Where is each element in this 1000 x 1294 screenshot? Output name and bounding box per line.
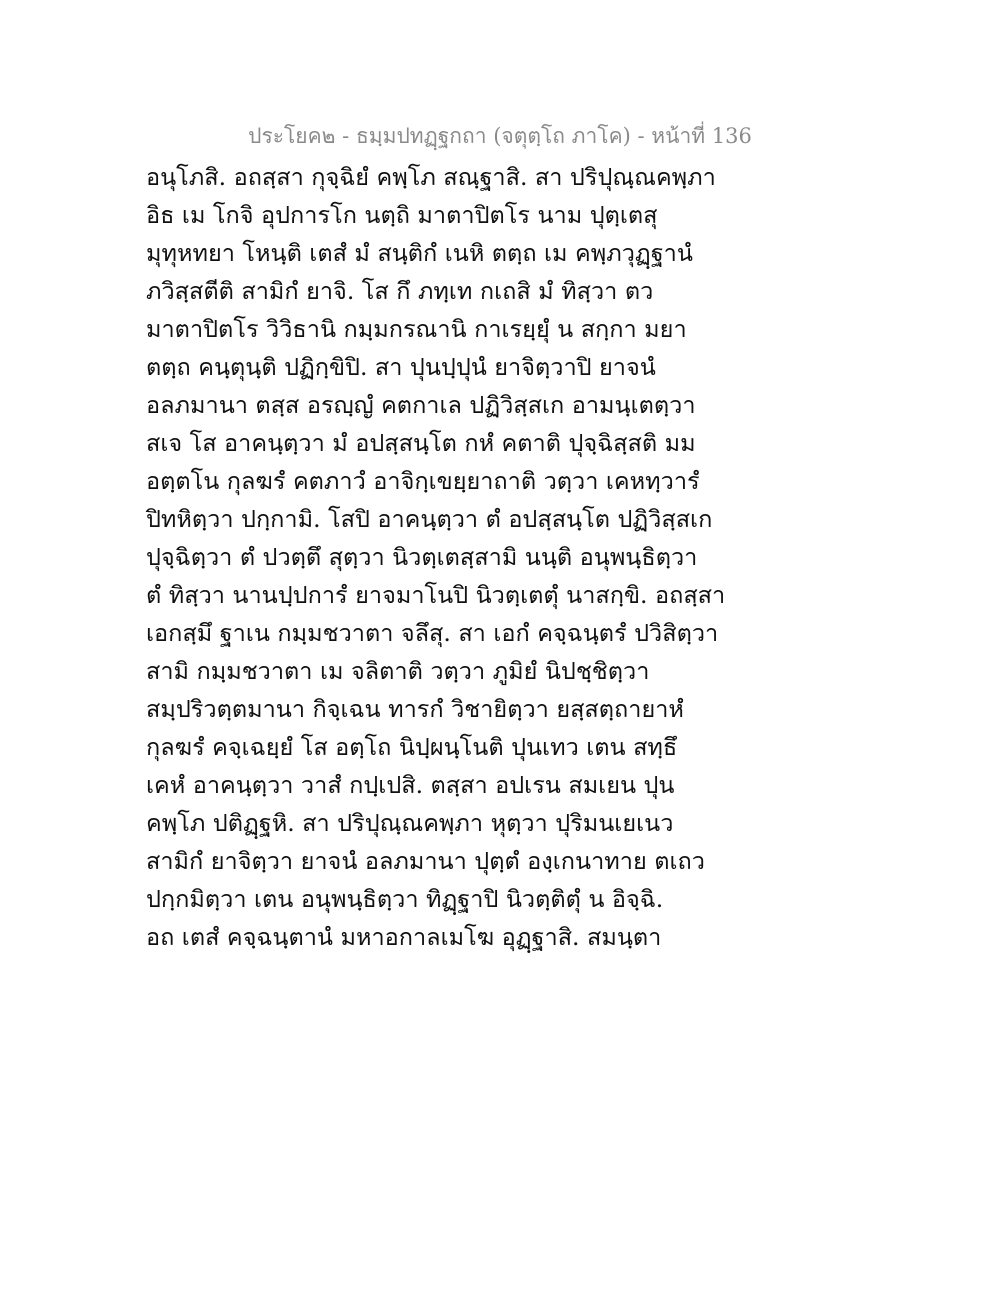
text-line-11: ปุจฺฉิตฺวา ตํ ปวตฺตึ สุตฺวา นิวตฺเตสฺสามิ นนฺติ อนุพนฺธิตฺวา — [146, 543, 698, 571]
text-line-5: มาตาปิตโร วิวิธานิ กมฺมกรณานิ กาเรยฺยุํ น สกฺกา มยา — [146, 315, 687, 343]
text-line-15: สมฺปริวตฺตมานา กิจฺเฉน ทารกํ วิชายิตฺวา ยสฺสตฺถายาหํ — [146, 695, 684, 723]
text-line-21: อถ เตสํ คจฺฉนฺตานํ มหาอกาลเมโฆ อุฏฺฐาสิ. สมนฺตา — [146, 923, 662, 951]
text-line-19: สามิกํ ยาจิตฺวา ยาจนํ อลภมานา ปุตฺตํ องฺเกนาทาย ตเถว — [146, 847, 705, 875]
text-line-1: อนุโภสิ. อถสฺสา กุจฺฉิยํ คพฺโภ สณฺฐาสิ. สา ปริปุณฺณคพฺภา — [146, 163, 716, 191]
text-line-8: สเจ โส อาคนฺตฺวา มํ อปสฺสนฺโต กหํ คตาติ ปุจฺฉิสฺสติ มม — [146, 429, 696, 457]
text-line-2: อิธ เม โกจิ อุปการโก นตฺถิ มาตาปิตโร นาม ปุตฺเตสุ — [146, 201, 658, 229]
text-line-17: เคหํ อาคนฺตฺวา วาสํ กปฺเปสิ. ตสฺสา อปเรน สมเยน ปุน — [146, 771, 675, 799]
text-line-3: มุทุหทยา โหนฺติ เตสํ มํ สนฺติกํ เนหิ ตตฺถ เม คพฺภวุฏฺฐานํ — [146, 239, 693, 267]
text-line-12: ตํ ทิสฺวา นานปฺปการํ ยาจมาโนปิ นิวตฺเตตุํ นาสกฺขิ. อถสฺสา — [146, 581, 726, 609]
text-line-7: อลภมานา ตสฺส อรญฺญํ คตกาเล ปฏิวิสฺสเก อามนฺเตตฺวา — [146, 391, 696, 419]
text-line-10: ปิทหิตฺวา ปกฺกามิ. โสปิ อาคนฺตฺวา ตํ อปสฺสนฺโต ปฏิวิสฺสเก — [146, 505, 713, 533]
text-line-16: กุลฆรํ คจฺเฉยฺยํ โส อตฺโถ นิปฺผนฺโนติ ปุนเทว เตน สทฺธึ — [146, 733, 678, 761]
text-line-6: ตตฺถ คนฺตุนฺติ ปฏิกฺขิปิ. สา ปุนปฺปุนํ ยาจิตฺวาปิ ยาจนํ — [146, 353, 656, 381]
text-line-13: เอกสฺมึ ฐาเน กมฺมชวาตา จลึสุ. สา เอกํ คจฺฉนฺตรํ ปวิสิตฺวา — [146, 619, 719, 647]
text-line-20: ปกฺกมิตฺวา เตน อนุพนฺธิตฺวา ทิฏฺฐาปิ นิวตฺติตุํ น อิจฺฉิ. — [146, 885, 664, 913]
body-text — [146, 158, 726, 956]
text-line-14: สามิ กมฺมชวาตา เม จลิตาติ วตฺวา ภูมิยํ นิปชฺชิตฺวา — [146, 657, 650, 685]
text-line-9: อตฺตโน กุลฆรํ คตภาวํ อาจิกฺเขยฺยาถาติ วตฺวา เคหทฺวารํ — [146, 467, 700, 495]
running-header: ประโยค๒ - ธมฺมปทฏฺฐกถา (จตุตฺโถ ภาโค) - หน้าที่ 136 — [248, 124, 752, 148]
text-line-18: คพฺโภ ปติฏฺฐหิ. สา ปริปุณฺณคพฺภา หุตฺวา ปุริมนเยเนว — [146, 809, 674, 837]
text-line-4: ภวิสฺสตีติ สามิกํ ยาจิ. โส กึ ภทฺเท กเถสิ มํ ทิสฺวา ตว — [146, 277, 654, 305]
